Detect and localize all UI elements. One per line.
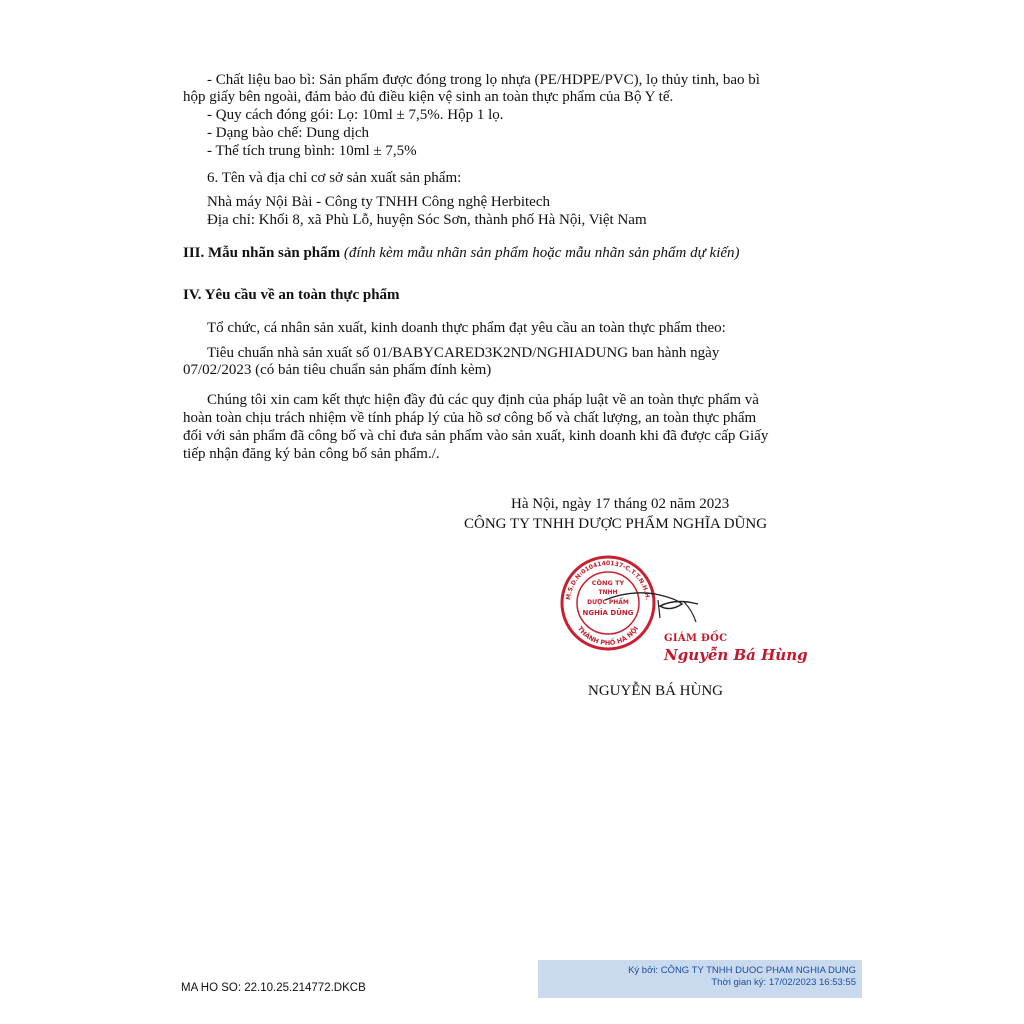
section-4-line: Tiêu chuẩn nhà sản xuất số 01/BABYCARED3K2ND/NGHIADUNG ban hành ngày	[207, 345, 720, 361]
signed-by-line: Ký bởi: CÔNG TY TNHH DUOC PHAM NGHIA DUNG	[628, 965, 856, 976]
section-3-title: III. Mẫu nhãn sản phẩm	[183, 245, 341, 261]
packaging-material-line-1: - Chất liệu bao bì: Sản phẩm được đóng trong lọ nhựa (PE/HDPE/PVC), lọ thủy tinh, bao bì	[207, 72, 760, 88]
manufacturer-heading: 6. Tên và địa chỉ cơ sở sản xuất sản phẩm:	[207, 170, 462, 186]
packaging-material-line-2: hộp giấy bên ngoài, đảm bảo đủ điều kiện vệ sinh an toàn thực phẩm của Bộ Y tế.	[183, 89, 674, 105]
stamp-bottom-text: THÀNH PHỐ HÀ NỘI	[575, 624, 641, 648]
signer-script-name: Nguyễn Bá Hùng	[664, 646, 808, 664]
section-4-heading: IV. Yêu cầu về an toàn thực phẩm	[183, 287, 400, 303]
handwritten-signature	[600, 570, 710, 640]
stamp-inner-line: TNHH	[598, 589, 618, 596]
stamp-ring-text: M.S.D.N:0104140137-C.T.T.N.H.H.	[565, 559, 651, 601]
commitment-line: Chúng tôi xin cam kết thực hiện đầy đủ các quy định của pháp luật về an toàn thực phẩm và	[207, 392, 759, 408]
dossier-code: MA HO SO: 22.10.25.214772.DKCB	[181, 982, 366, 994]
printed-signer-name: NGUYỄN BÁ HÙNG	[588, 683, 723, 699]
stamp-inner-line: DƯỢC PHẨM	[587, 599, 629, 606]
manufacturer-name: Nhà máy Nội Bài - Công ty TNHH Công nghệ Herbitech	[207, 194, 551, 210]
section-3-note: (đính kèm mẫu nhãn sản phẩm hoặc mẫu nhãn sản phẩm dự kiến)	[343, 245, 740, 261]
digital-signature-box	[538, 960, 862, 998]
commitment-line: đối với sản phẩm đã công bố và chỉ đưa sản phẩm vào sản xuất, kinh doanh khi đã được cấp Giấy	[183, 428, 769, 444]
stamp-inner-line: CÔNG TY	[591, 579, 625, 587]
signer-block	[664, 633, 808, 664]
stamp-inner-line: NGHĨA DŨNG	[582, 609, 634, 617]
manufacturer-address: Địa chỉ: Khối 8, xã Phù Lỗ, huyện Sóc Sơn, thành phố Hà Nội, Việt Nam	[207, 212, 647, 228]
date-line: Hà Nội, ngày 17 tháng 02 năm 2023	[511, 496, 730, 512]
commitment-line: tiếp nhận đăng ký bản công bố sản phẩm./.	[183, 446, 440, 462]
sign-time-line: Thời gian ký: 17/02/2023 16:53:55	[711, 977, 856, 988]
signer-title: GIÁM ĐỐC	[664, 633, 728, 644]
dosage-form-line: - Dạng bào chế: Dung dịch	[207, 125, 370, 141]
average-volume-line: - Thể tích trung bình: 10ml ± 7,5%	[207, 143, 417, 159]
section-4-line: 07/02/2023 (có bản tiêu chuẩn sản phẩm đính kèm)	[183, 362, 492, 378]
commitment-line: hoàn toàn chịu trách nhiệm về tính pháp lý của hồ sơ công bố và chất lượng, an toàn thực phẩm	[183, 410, 757, 426]
section-3-heading	[183, 245, 740, 262]
company-name: CÔNG TY TNHH DƯỢC PHẨM NGHĨA DŨNG	[464, 516, 768, 532]
section-4-line: Tổ chức, cá nhân sản xuất, kinh doanh thực phẩm đạt yêu cầu an toàn thực phẩm theo:	[207, 320, 726, 336]
packing-spec-line: - Quy cách đóng gói: Lọ: 10ml ± 7,5%. Hộp 1 lọ.	[207, 107, 504, 123]
